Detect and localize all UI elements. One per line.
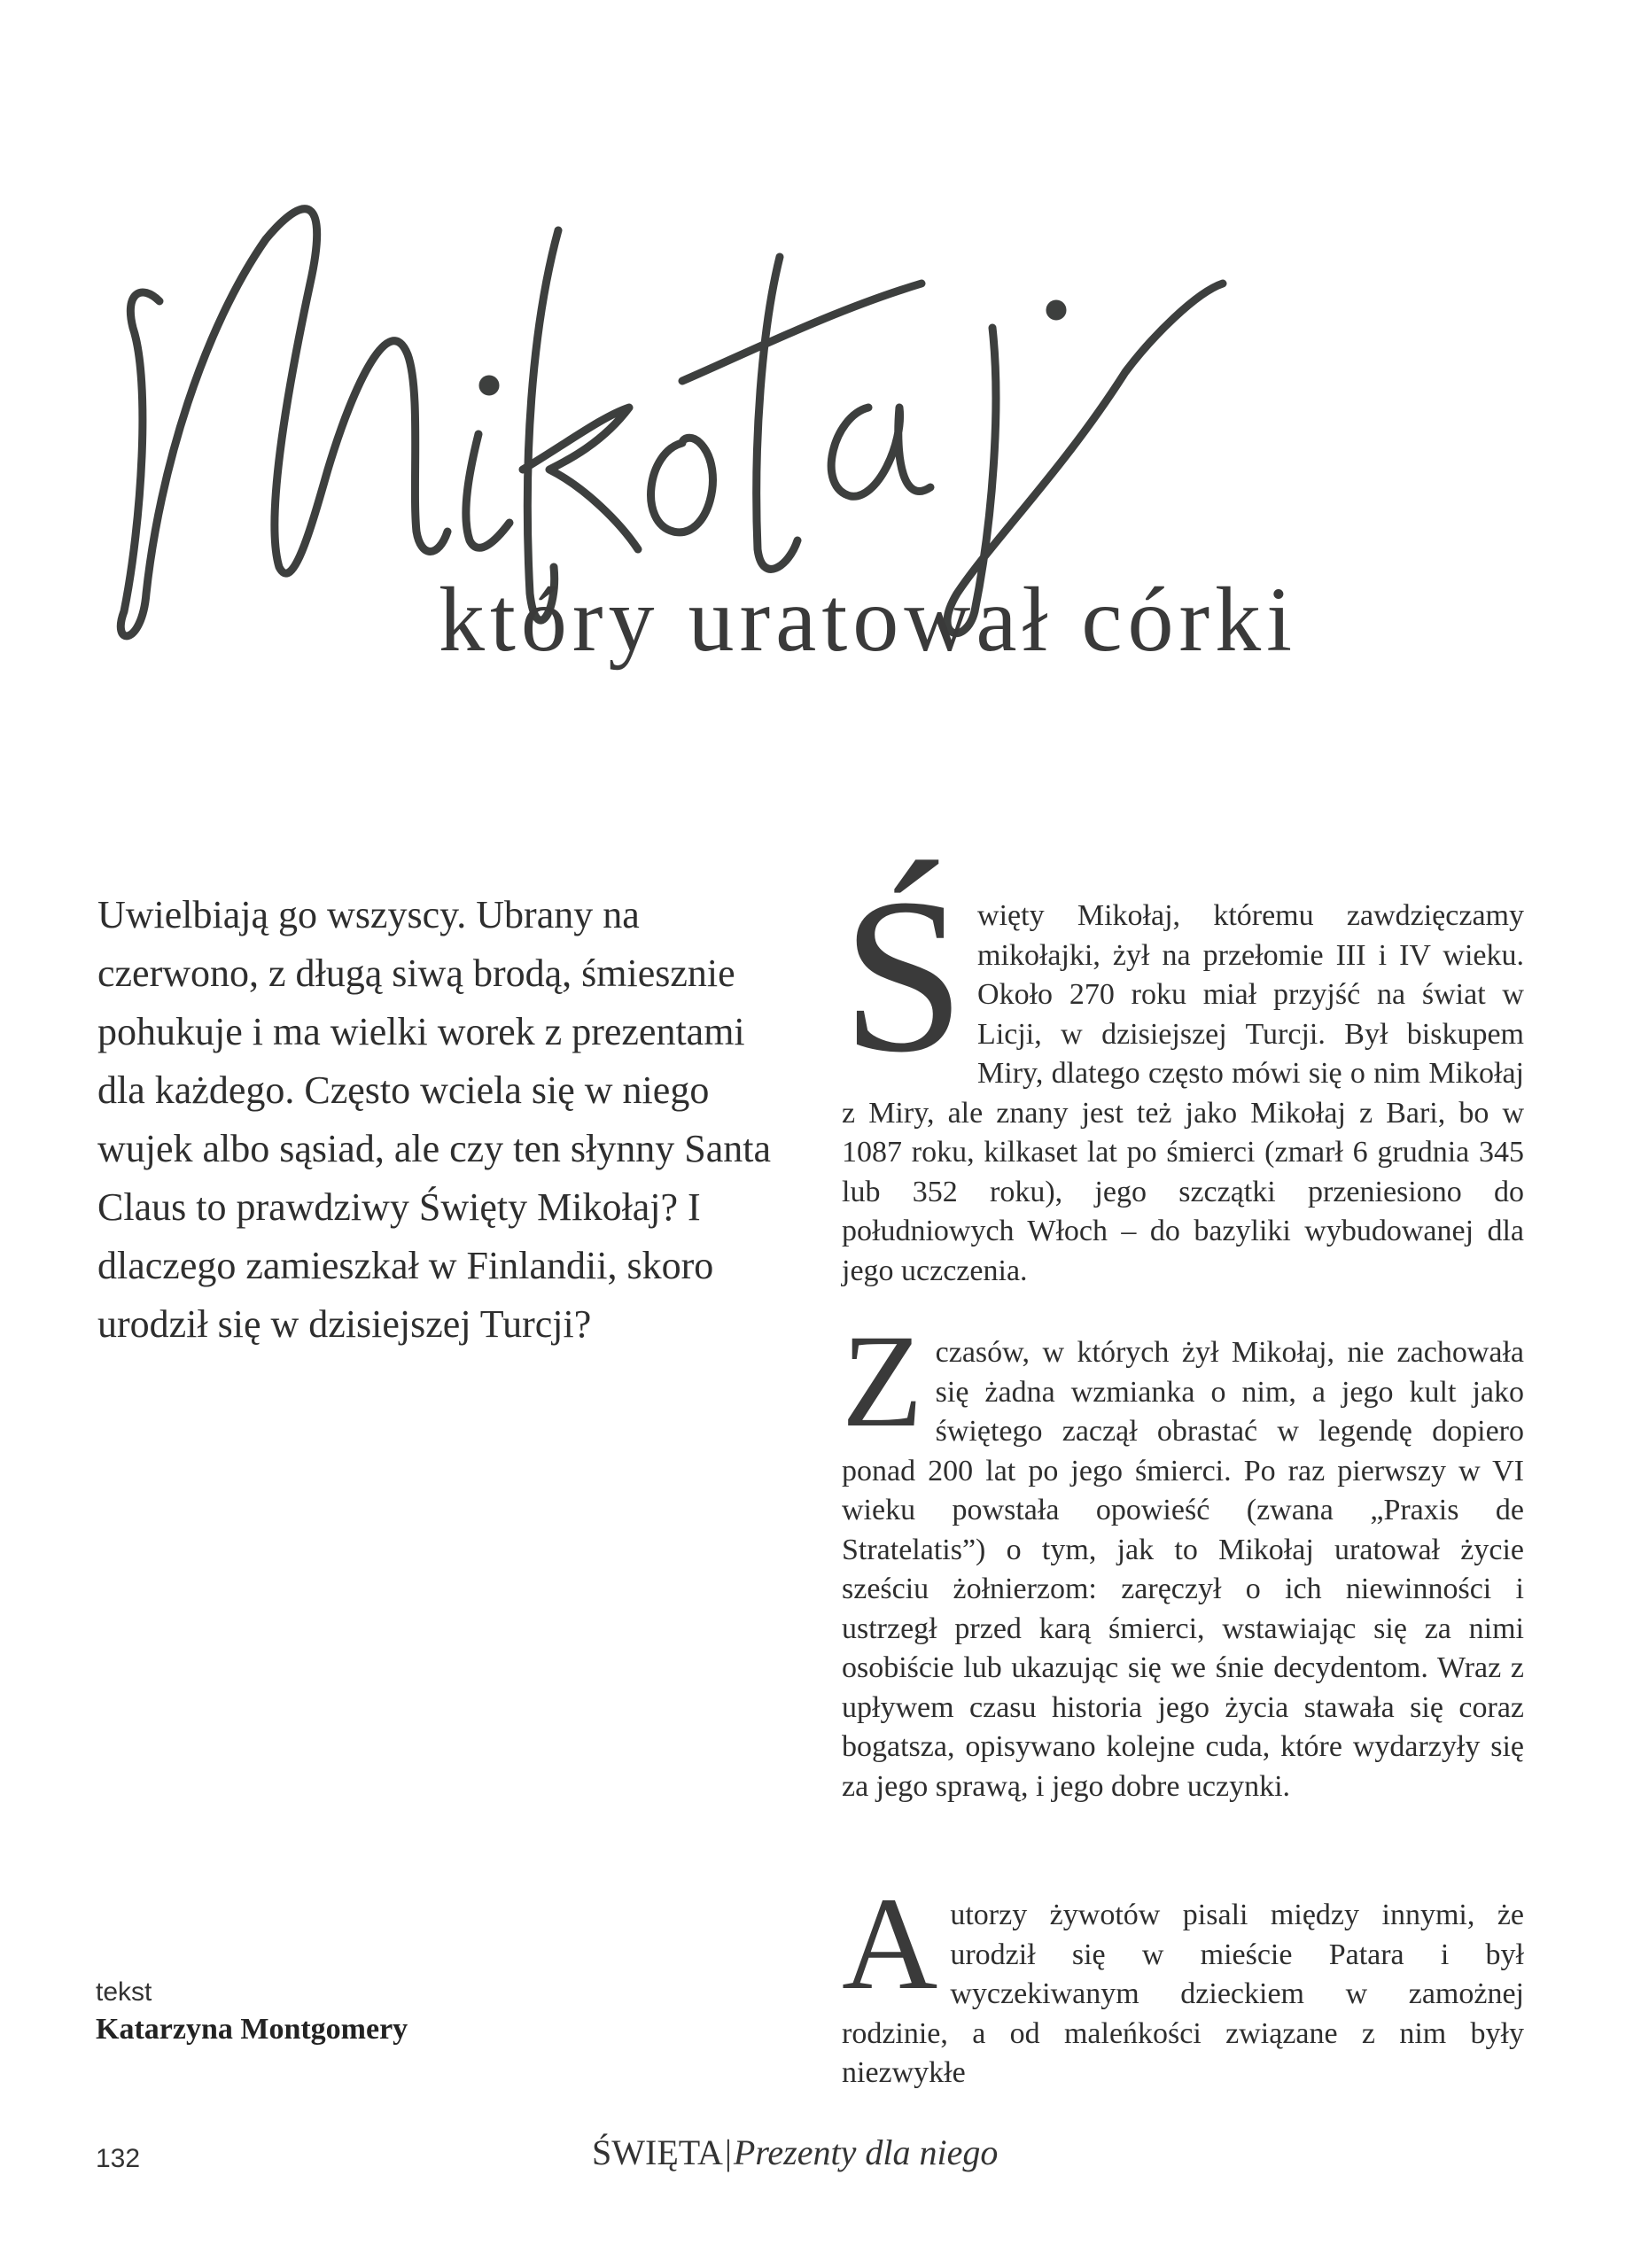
article-paragraph-2 bbox=[842, 1308, 1524, 1806]
lead-paragraph bbox=[97, 886, 771, 1354]
drop-cap: Z bbox=[842, 1308, 923, 1455]
byline-author: Katarzyna Montgomery bbox=[96, 2013, 408, 2046]
drop-cap: A bbox=[842, 1870, 938, 2017]
paragraph-text: więty Mikołaj, któremu zawdzięczamy mikołajki, żył na przełomie III i IV wieku. Około 270 roku miał przyjść na świat w Licji, w dzisiejszej Turcji. Był biskupem Miry, dlatego często mówi się o nim Mikołaj z Miry, ale znany jest też jako Mikołaj z Bari, bo w 1087 roku, kilkaset lat po śmierci (zmarł 6 grudnia 345 lub 352 roku), jego szczątki przeniesiono do południowych Włoch – do bazyliki wybudowanej dla jego uczczenia. bbox=[842, 899, 1524, 1287]
footer-separator: | bbox=[724, 2132, 732, 2172]
byline-label: tekst bbox=[96, 1977, 152, 2007]
drop-cap: Ś bbox=[842, 853, 966, 1099]
byline bbox=[96, 1977, 408, 2047]
paragraph-text: czasów, w których żył Mikołaj, nie zachowała się żadna wzmianka o nim, a jego kult jako świętego zaczął obrastać w legendę dopiero ponad 200 lat po jego śmierci. Po raz pierwszy w VI wieku powstała opowieść (zwana „Praxis de Stratelatis”) o tym, jak to Mikołaj uratował życie sześciu żołnierzom: zaręczył o ich niewinności i ustrzegł przed karą śmierci, wstawiając się za nimi osobiście lub ukazując się we śnie decydentom. Wraz z upływem czasu historia jego życia stawała się coraz bogatsza, opisywano kolejne cuda, które wydarzyły się za jego sprawą, i jego dobre uczynki. bbox=[842, 1336, 1524, 1803]
section-name: Prezenty dla niego bbox=[733, 2132, 999, 2172]
lead-text: Uwielbiają go wszyscy. Ubrany na czerwono, z długą siwą brodą, śmiesznie pohukuje i ma wielki worek z prezentami dla każdego. Często wciela się w niego wujek albo sąsiad, ale czy ten słynny Santa Claus to prawdziwy Święty Mikołaj? I dlaczego zamieszkał w Finlandii, skoro urodził się w dzisiejszej Turcji? bbox=[97, 893, 772, 1346]
article-paragraph-1 bbox=[842, 853, 1524, 1291]
article-paragraph-3 bbox=[842, 1870, 1524, 2093]
paragraph-text: utorzy żywotów pisali między innymi, że urodził się w mieście Patara i był wyczekiwanym dzieckiem w zamożnej rodzinie, a od maleńkości związane z nim były niezwykłe bbox=[842, 1899, 1524, 2089]
page-number: 132 bbox=[96, 2144, 141, 2173]
running-footer bbox=[592, 2132, 998, 2173]
magazine-name: ŚWIĘTA bbox=[592, 2132, 723, 2172]
article-subtitle: który uratował córki bbox=[439, 569, 1298, 671]
